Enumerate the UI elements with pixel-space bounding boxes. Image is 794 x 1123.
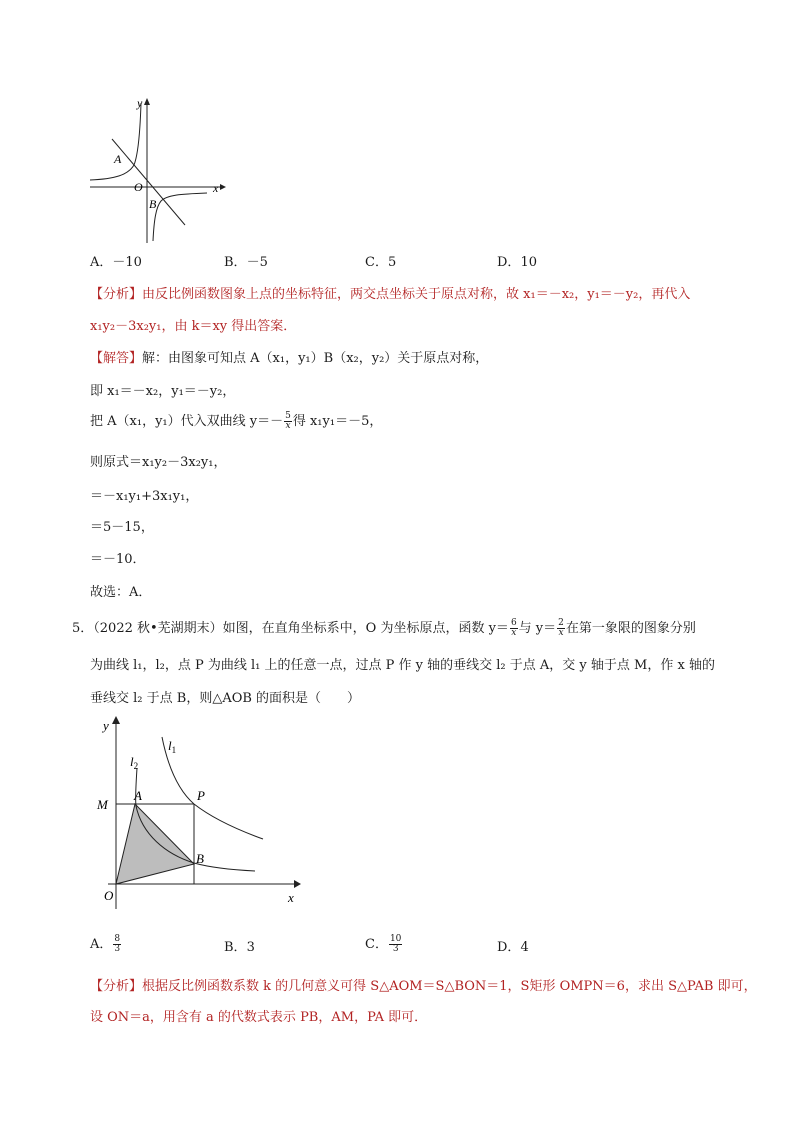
q5-curve-l1 (162, 737, 263, 839)
q5-analysis-tag: 【分析】 (90, 979, 143, 994)
q4-option-d[interactable]: D．10 (497, 255, 537, 270)
q5-stem-line1: 5．（2022 秋•芜湖期末）如图，在直角坐标系中，O 为坐标原点，函数 y＝ $\frac{6}{x}$ 与 y＝ $\frac{2}{x}$ 在第一象限的图象分别 (72, 618, 696, 638)
q4-solution-line5: ＝－x₁y₁+3x₁y₁， (90, 489, 199, 504)
q4-solution-line2: 即 x₁＝－x₂，y₁＝－y₂， (90, 384, 236, 399)
q5-stem-line3: 垂线交 l₂ 于点 B，则△AOB 的面积是（ ） (90, 691, 361, 706)
q4-analysis-line2: x₁y₂－3x₂y₁，由 k＝xy 得出答案． (90, 319, 297, 334)
q4-solution-tag: 【解答】 (90, 351, 143, 366)
q5-analysis-line1: 【分析】根据反比例函数系数 k 的几何意义可得 S△AOM＝S△BON＝1，S矩形 OMPN＝6，求出 S△PAB 即可， (90, 979, 757, 994)
q4-analysis-tag: 【分析】 (90, 287, 143, 302)
q4-option-c[interactable]: C．5 (365, 255, 397, 270)
q5-label-p: P (197, 788, 205, 803)
q4-solution-line1: 【解答】解：由图象可知点 A（x₁，y₁）B（x₂，y₂）关于原点对称， (90, 351, 489, 366)
q4-label-x: x (213, 181, 219, 195)
q5-y-axis-arrow (112, 716, 120, 724)
q5-label-y: y (103, 718, 109, 733)
q4-analysis-line1: 【分析】由反比例函数图象上点的坐标特征，两交点坐标关于原点对称，故 x₁＝－x₂，y₁＝－y₂，再代入 (90, 287, 691, 302)
q5-label-l1: $l_1$ (168, 738, 177, 755)
q5-option-a[interactable]: A． $\frac{8}{3}$ (90, 934, 121, 954)
q4-solution-line6: ＝5－15， (90, 520, 154, 535)
q5-option-c[interactable]: C． $\frac{10}{3}$ (365, 934, 402, 954)
q5-label-m: M (97, 797, 108, 812)
q5-label-a: A (134, 788, 142, 803)
q4-label-o: O (134, 180, 143, 194)
q5-fraction-2-over-x: $\frac{2}{x}$ (558, 618, 564, 638)
q5-x-axis-arrow (294, 880, 301, 888)
q5-label-o: O (104, 888, 114, 903)
q5-label-b: B (196, 851, 204, 866)
q4-label-a: A (114, 152, 122, 166)
q4-fraction-5-over-x: $\frac{5}{x}$ (285, 411, 291, 431)
q4-hyperbola-right-branch (153, 193, 207, 241)
q4-label-y: y (137, 96, 143, 110)
q4-hyperbola-left-branch (90, 103, 141, 180)
q4-option-b[interactable]: B．－5 (224, 255, 268, 270)
q4-solution-line3: 把 A（x₁，y₁）代入双曲线 y＝－ $\frac{5}{x}$ 得 x₁y₁＝－5， (90, 411, 383, 431)
q5-stem-line2: 为曲线 l₁，l₂，点 P 为曲线 l₁ 上的任意一点，过点 P 作 y 轴的垂线交 l₂ 于点 A，交 y 轴于点 M，作 x 轴的 (90, 658, 715, 673)
q5-option-c-fraction: $\frac{10}{3}$ (389, 934, 402, 954)
q5-option-b[interactable]: B．3 (224, 940, 255, 955)
q4-y-axis-arrow (144, 98, 150, 105)
q5-fraction-6-over-x: $\frac{6}{x}$ (510, 618, 517, 638)
q4-solution-line7: ＝－10． (90, 552, 146, 567)
q5-triangle-aob (116, 804, 194, 884)
q4-x-axis-arrow (220, 184, 226, 190)
q4-label-b: B (149, 197, 157, 211)
q4-line-through-origin (112, 139, 185, 225)
q4-solution-line4: 则原式＝x₁y₂－3x₂y₁， (90, 455, 227, 470)
q5-option-d[interactable]: D．4 (497, 940, 529, 955)
q5-two-hyperbolas-graph (90, 712, 315, 912)
q5-label-x: x (288, 890, 294, 905)
q5-analysis-line2: 设 ON＝a，用含有 a 的代数式表示 PB，AM，PA 即可． (90, 1010, 428, 1025)
q4-option-a[interactable]: A．－10 (90, 255, 142, 270)
q5-label-l2: $l_2$ (130, 754, 139, 771)
q4-solution-line8: 故选：A． (90, 585, 152, 600)
q5-option-a-fraction: $\frac{8}{3}$ (114, 934, 121, 954)
q4-hyperbola-graph (85, 95, 230, 245)
